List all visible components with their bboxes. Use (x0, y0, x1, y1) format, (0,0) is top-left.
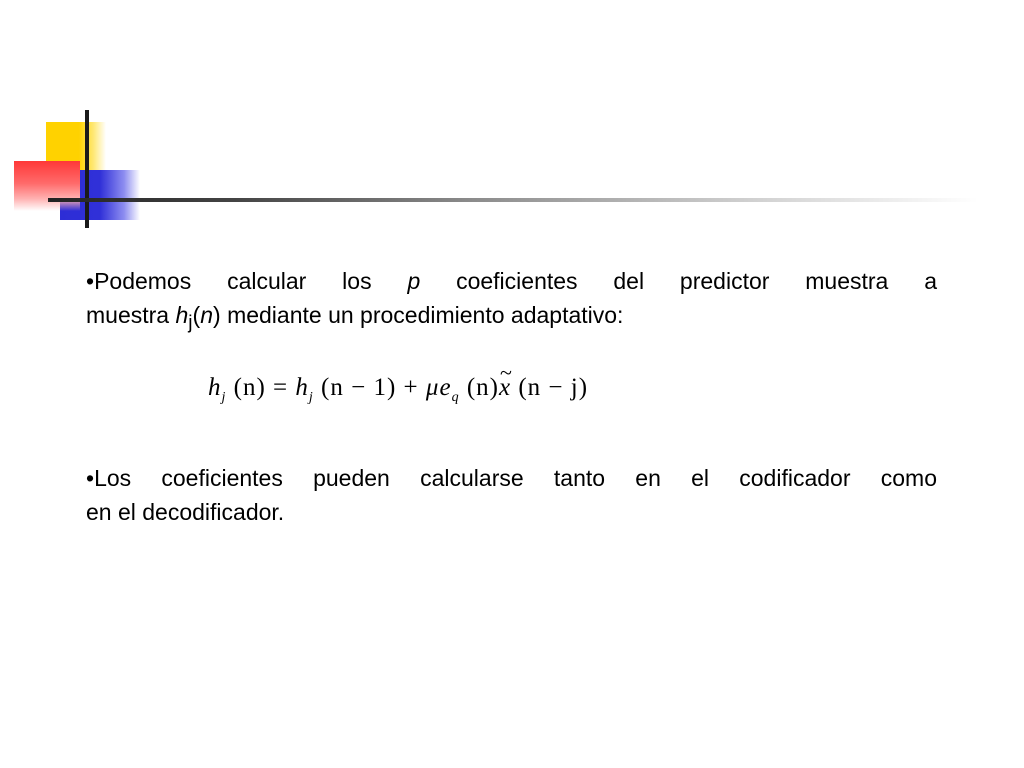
bullet-marker: • (86, 465, 95, 491)
eq-h-rhs: h (295, 374, 309, 401)
vertical-line-decoration (85, 110, 89, 228)
bullet-2-text-b: en el decodificador. (86, 499, 285, 525)
eq-mu: μ (425, 374, 440, 401)
eq-j-sub-rhs: j (308, 390, 314, 405)
bullet-point-2 (86, 461, 937, 529)
eq-x-tilde: ~ x (499, 374, 511, 402)
bullet-1-text-d: ) mediante un procedimiento adaptativo: (213, 302, 624, 328)
bullet-2-text-a: Los coeficientes pueden calcularse tanto en el codificador como (94, 465, 937, 491)
bullet-1-text-a: Podemos calcular los (94, 268, 408, 294)
title-underline-rule (48, 198, 978, 202)
bullet-marker: • (86, 268, 95, 294)
subscript-j: j (188, 312, 193, 334)
paren-open: ( (192, 302, 201, 328)
eq-rhs-args-2: (n) (459, 374, 499, 401)
eq-lhs-args: (n) = (226, 374, 296, 401)
bullet-1-text-c: muestra (86, 302, 176, 328)
eq-j-sub-lhs: j (221, 390, 227, 405)
variable-p: p (407, 268, 421, 294)
eq-q-sub: q (451, 390, 460, 405)
bullet-2-line-2 (86, 495, 937, 529)
eq-h-lhs: h (208, 374, 222, 401)
variable-h: h (175, 302, 189, 328)
bullet-1-line-1 (86, 264, 937, 298)
variable-n: n (200, 302, 214, 328)
bullet-point-1 (86, 264, 937, 341)
bullet-2-line-1 (86, 461, 937, 495)
eq-e: e (439, 374, 452, 401)
eq-rhs-args-3: (n − j) (511, 374, 589, 401)
bullet-1-line-2 (86, 298, 937, 341)
red-square-decoration (14, 161, 80, 211)
eq-rhs-args-1: (n − 1) + (313, 374, 426, 401)
bullet-1-text-b: coeficientes del predictor muestra a (420, 268, 937, 294)
adaptive-update-equation (208, 374, 588, 406)
